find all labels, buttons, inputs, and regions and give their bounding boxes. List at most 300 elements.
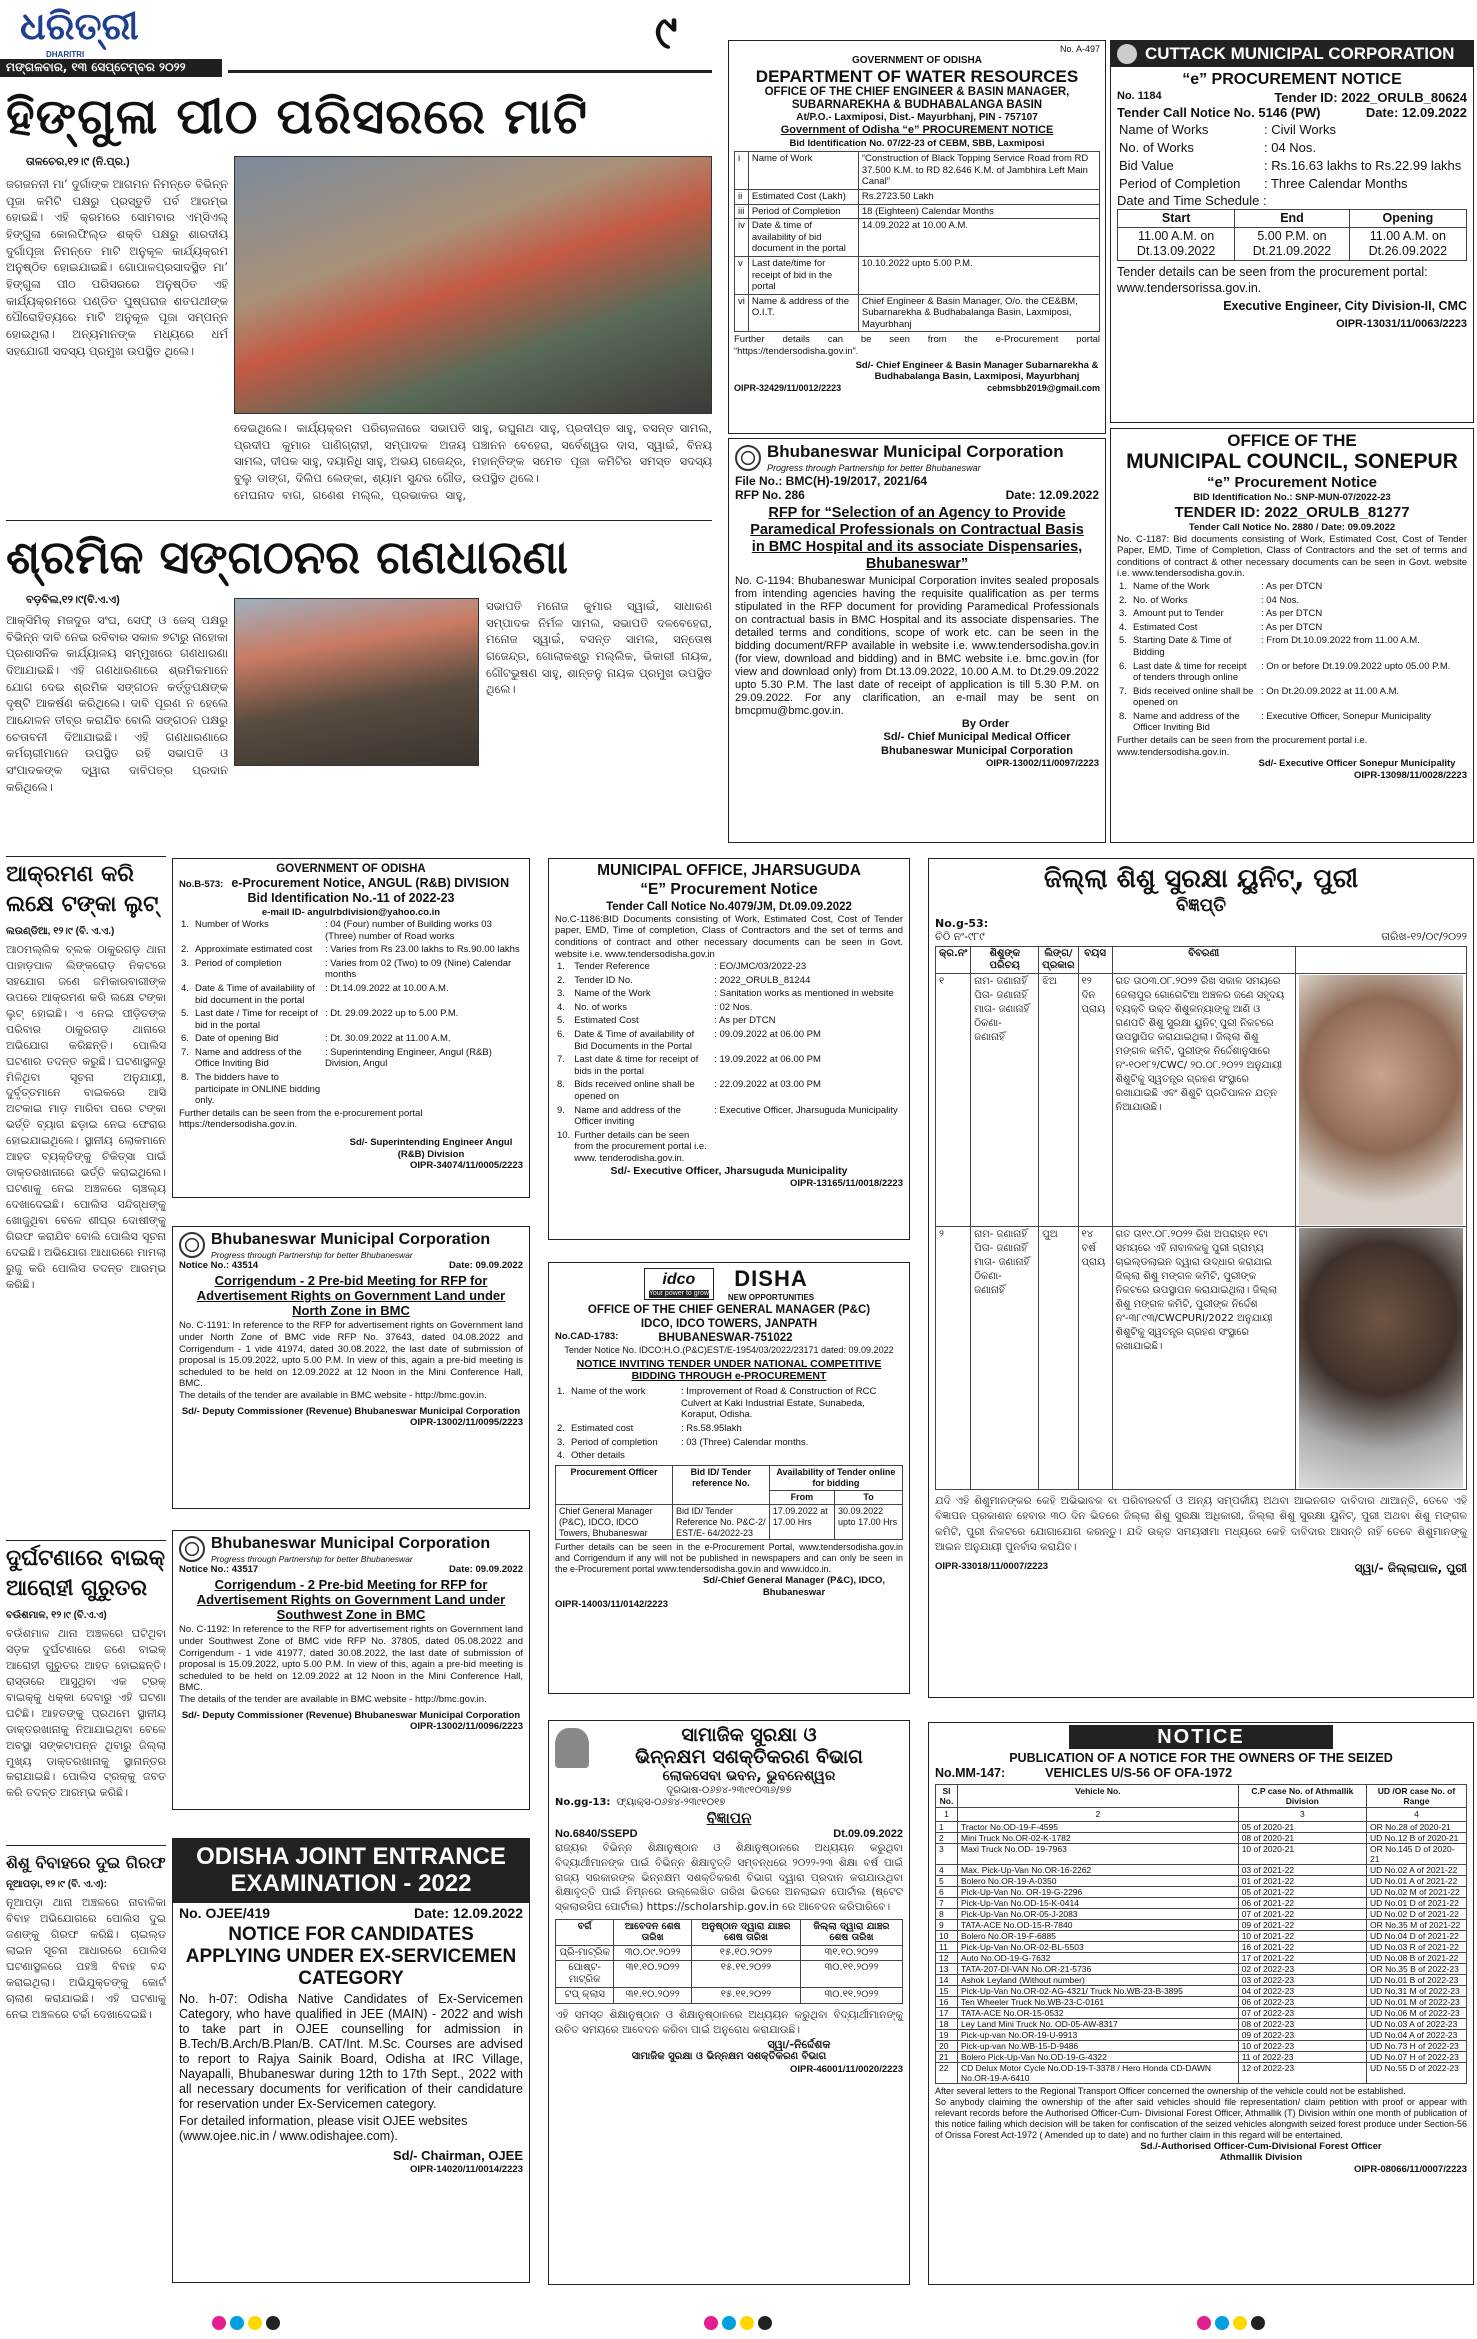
table-cell (679, 1449, 903, 1463)
registration-marks (0, 2315, 1477, 2335)
table-cell: 11.00 A.M. on Dt.26.09.2022 (1349, 227, 1466, 261)
table-cell: Tractor No.OD-19-F-4595 (958, 1821, 1239, 1832)
table-row (179, 982, 523, 1007)
ad-notice-no: Tender Notice No. IDCO:H.O.(P&C)EST/E-1954/03/2022/23171 dated: 09.09.2022 (564, 1344, 894, 1355)
table-cell: ୧୫.୧୦.୨୦୨୨ (692, 1945, 801, 1960)
table-cell: UD No.02 D of 2021-22 (1366, 1908, 1466, 1919)
ad-table (734, 151, 1100, 332)
table-row (735, 294, 1100, 332)
table-cell: : Rs.16.63 lakhs to Rs.22.99 lakhs (1264, 157, 1462, 173)
ad-fax: ଫ୍ୟାକ୍ସ-୦୬୭୪-୨୩୯୧୦୧୭ (616, 1797, 726, 1809)
table-cell: 8. (557, 1079, 565, 1091)
table-row (1117, 157, 1467, 175)
table-cell: : 09.09.2022 at 06.00 PM (714, 1029, 821, 1041)
table-header: Start (1118, 209, 1235, 227)
ad-subtitle: “E” Procurement Notice (640, 880, 818, 898)
table-cell: Amount put to Tender (1133, 608, 1224, 620)
table-cell: 1. (181, 919, 189, 931)
table-row (936, 1996, 1467, 2007)
table-cell: Date & Time of availability of bid document in the portal (195, 982, 315, 1006)
ad-bmc-southwest (172, 1530, 530, 1810)
story-photo (234, 156, 712, 414)
table-cell: 2 (958, 1808, 1239, 1821)
table-cell: Auto No.OD-19-G-7632 (958, 1952, 1239, 1963)
table-row (735, 152, 1100, 190)
bmc-logo-icon (735, 445, 761, 471)
table-cell: Name and address of the Office Inviting Bid (195, 1046, 302, 1070)
table-cell: ୧୫.୧୧.୨୦୨୨ (692, 1960, 801, 1987)
table-row (556, 1960, 903, 1987)
ad-body: No. C-1187: Bid documents consisting of Work, Estimated Cost, Cost of Tender Paper, EMD, Time of Completion, Class of Contractors and the set of terms and conditions of contract & other necessary documents can be seen in Govt. website i.e. www.tendersodisha.gov.in. (1117, 533, 1467, 580)
table-cell: : On or before Dt.19.09.2022 upto 05.00 P.M. (1261, 660, 1451, 672)
ad-tagline: Progress through Partnership for better Bhubaneswar (767, 462, 981, 473)
table-cell: ପୋଷ୍ଟ-ମାଟ୍ରିକ (556, 1960, 614, 1987)
table-cell: ଗତ ତା୧୯.୦୮.୨୦୨୨ ରିଖ ଅପରାହ୍ନ ୧ଟା ସମୟରେ ଏହି ନାବାଳକକୁ ପୁରୀ ଗ୍ରାମ୍ୟ ଚାଇଲ୍ଡଲାଇନ ଦ୍ୱାରା ଉଦ୍ଧାର କରାଯାଇ ଜିଲ୍ଲା ଶିଶୁ ମଙ୍ଗଳ କମିଟି, ପୁରୀଙ୍କ ନିକଟରେ ଉପସ୍ଥାପନ କରାଯାଇଥିଲା। ଜିଲ୍ଲା ଶିଶୁ ମଙ୍ଗଳ କମିଟି, ପୁରୀଙ୍କ ନିର୍ଦ୍ଦେଶ ନଂ-୩୮୯୩/CWCPURI/2022 ଅନୁଯାୟୀ ଶିଶୁଟିକୁ ସ୍ୱତନ୍ତ୍ର ଗ୍ରହଣ ସଂସ୍ଥାରେ ରଖାଯାଇଛି। (1112, 1227, 1295, 1490)
table-cell: 01 of 2021-22 (1238, 1875, 1366, 1886)
table-cell: iii (735, 204, 749, 219)
table-cell: No. of Works (1133, 594, 1188, 606)
ad-subtitle: “e” PROCUREMENT NOTICE (1182, 71, 1402, 88)
ad-body: No. C-1191: In reference to the RFP for advertisement rights on Government land under North Zone of BMC vide RFP No. 37643, dated 04.08.2022 and Corrigendum - 1 vide 41974, dated 30.08.2022, the last date of submission of proposal is 15.09.2022, upto 5.00 P.M. In view of this, again a pre-bid meeting is scheduled to be held on 12.09.2022 at 12 Noon in the Mini Conference Hall, BMC. The details of the tender are available in BMC website - http://bmc.gov.in. (179, 1320, 523, 1401)
table-cell: UD No.01 D of 2021-22 (1366, 1897, 1466, 1908)
table-row (555, 987, 903, 1001)
ad-kv-table (179, 918, 523, 1108)
table-cell: Pick-Up-Van No.OR-02-AG-4321/ Truck No.WB-23-B-3895 (958, 1985, 1239, 1996)
table-cell: Max. Pick-Up-Van No.OR-16-2262 (958, 1864, 1239, 1875)
ad-title: RFP for “Selection of an Agency to Provide Paramedical Professionals on Contractual Basis in BMC Hospital and its associate Dispensaries, Bhubaneswar” (750, 504, 1084, 572)
table-header: ଜିଲ୍ଲା ଦ୍ୱାରା ଯାଞ୍ଚର ଶେଷ ତାରିଖ (800, 1919, 902, 1945)
table-cell: 16 (936, 1996, 958, 2007)
table-cell: Date & time of availability of bid document in the portal (748, 219, 858, 257)
ad-date: Date: 12.09.2022 (1005, 488, 1099, 503)
table-row (936, 2062, 1467, 2083)
story-column: ସାହୁ, ରଘୁନାଥ ସାହୁ, ପ୍ରଦୀପ୍ତ ସାହୁ, ବସନ୍ତ ସାମଲ, ପଞ୍ଚାନନ ବେହେରା, ସର୍ବେଶ୍ୱର ଦାସ, ସ୍ୱାଇଁ, ବିନୟ ମହାନ୍ତିଙ୍କ ସମେତ ପୂଜା କମିଟିର ସମସ୍ତ ସଦସ୍ୟ ଉପସ୍ଥିତ ଥିଲେ। (472, 421, 712, 486)
ad-office: BHUBANESWAR-751022 (658, 1331, 793, 1344)
table-cell: 30.09.2022 upto 17.00 Hrs (835, 1504, 903, 1540)
table-cell: Last date & time for receipt of tenders through online (1133, 660, 1247, 684)
oipr: OIPR-13098/11/0028/2223 (1353, 769, 1467, 781)
table-row (936, 1897, 1467, 1908)
ad-number: No.B-573: (179, 879, 224, 891)
table-cell: Name & address of the O.I.T. (748, 294, 858, 332)
table-row (555, 1053, 903, 1078)
table-header: UD /OR case No. of Range (1366, 1784, 1466, 1808)
table-cell: 06 of 2022-23 (1238, 1996, 1366, 2007)
ad-tender: Tender ID: 2022_ORULB_80624 (1274, 89, 1467, 105)
table-cell: Pick-Up-Van No. OR-19-G-2296 (958, 1886, 1239, 1897)
masthead-sub: DHARITRI (46, 50, 85, 59)
table-row (1117, 710, 1467, 735)
table-cell: ୧୫.୧୧.୨୦୨୨ (692, 1988, 801, 2003)
table-header (1296, 946, 1467, 973)
table-cell: 2. (557, 1422, 565, 1434)
ad-date: Dt.09.09.2022 (833, 1827, 903, 1840)
table-cell: Period of Completion (748, 204, 858, 219)
ad-footer: Tender details can be seen from the procurement portal: www.tendersorissa.gov.in. (1117, 265, 1428, 295)
divider (6, 1845, 166, 1846)
ad-org: Bhubaneswar Municipal Corporation (767, 442, 1064, 461)
table-cell: OR No.28 of 2020-21 (1366, 1821, 1466, 1832)
table-row (556, 1945, 903, 1960)
logo-text: ଧରିତ୍ରୀ (20, 4, 139, 48)
ad-idco (548, 1262, 910, 1694)
table-cell: 7. (1119, 685, 1127, 697)
table-cell: Estimated Cost (1133, 621, 1198, 633)
odisha-logo (728, 1266, 814, 1303)
ad-table (935, 946, 1467, 1490)
table-row (179, 1046, 523, 1071)
ad-by: By Order (961, 717, 1009, 730)
headline: ଆକ୍ରମଣ କରି ଲକ୍ଷେ ଟଙ୍କା ଲୁଟ୍ (6, 862, 159, 917)
idco-logo-text: idco (662, 1271, 696, 1289)
table-cell (323, 1071, 523, 1108)
oipr: OIPR-34074/11/0005/2223 (409, 1160, 523, 1172)
ad-date: Date: 12.09.2022 (414, 1905, 523, 1921)
ad-sign: ସ୍ୱା/-ନିର୍ଦ୍ଦେଶକ (767, 2037, 831, 2051)
table-cell: UD No.04 D of 2021-22 (1366, 1930, 1466, 1941)
table-cell: CD Delux Motor Cycle No.OD-19-T-3378 / Hero Honda CD-DAWN No.OR-19-A-6410 (958, 2062, 1239, 2083)
table-cell: 03 of 2021-22 (1238, 1864, 1366, 1875)
ad-notice-no: Notice No.: 43517 (179, 1563, 259, 1575)
table-row (936, 1843, 1467, 1864)
color-marks (702, 2316, 774, 2334)
ad-schedule-table (1117, 209, 1467, 262)
table-cell: 18 (Eighteen) Calendar Months (858, 204, 1099, 219)
ad-ref: No.CAD-1783: (555, 1330, 619, 1342)
table-row (1117, 685, 1467, 710)
ad-date: Date: 09.09.2022 (449, 1259, 523, 1271)
ad-subtitle: “e” Procurement Notice (1206, 474, 1378, 491)
table-row (555, 1104, 903, 1129)
table-cell: UD No.02 A of 2021-22 (1366, 1864, 1466, 1875)
ad-heading: NOTICE FOR CANDIDATES APPLYING UNDER EX-SERVICEMEN CATEGORY (185, 1924, 517, 1990)
table-row (936, 2018, 1467, 2029)
table-cell: ୨ (936, 1227, 971, 1490)
table-cell: Name of the Work (574, 988, 651, 1000)
table-cell: UD No.04 A of 2022-23 (1366, 2029, 1466, 2040)
table-header: ଶିଶୁଙ୍କ ପରିଚୟ (971, 946, 1039, 973)
table-row (936, 1808, 1467, 1821)
ad-child-protection (928, 858, 1474, 1698)
ad-footer: ଯଦି ଏହି ଶିଶୁମାନଙ୍କର କେହି ଅଭିଭାବକ ବା ପରିବାରବର୍ଗ ଓ ଅନ୍ୟ ସମ୍ପର୍କୀୟ ଅଥବା ଆଇନଗତ ଦାବିଦାର ଥାଆନ୍ତି, ତେବେ ଏହି ବିଜ୍ଞାପନ ପ୍ରକାଶନ ହେବାର ୩୦ ଦିନ ଭିତରେ ଜିଲ୍ଲା ଶିଶୁ ସୁରକ୍ଷା ଅଧିକାରୀ, ଜିଲ୍ଲା ଶିଶୁ ସୁରକ୍ଷା ୟୁନିଟ୍, ପୁରୀ ଅଥବା ଶିଶୁ ମଙ୍ଗଳ କମିଟି, ପୁରୀ ନିକଟରେ ଯୋଗାଯୋଗ କରନ୍ତୁ। ଯଦି ଉକ୍ତ ସମୟସୀମା ମଧ୍ୟରେ କେହି ଦାବିଦାର ଆସନ୍ତି ନାହିଁ ତେବେ ଶିଶୁମାନଙ୍କୁ ଆଇନ ଅନୁଯାୟୀ ପୁନର୍ବାସ କରାଯିବ। (935, 1495, 1467, 1553)
table-cell: UD No.03 R of 2021-22 (1366, 1941, 1466, 1952)
table-cell: Estimated Cost (Lakh) (748, 190, 858, 205)
table-cell: 21 (936, 2051, 958, 2062)
page-number: ୯ (654, 5, 678, 59)
table-cell: 1. (557, 1386, 565, 1398)
oipr: OIPR-32429/11/0012/2223 (734, 382, 842, 393)
table-cell: 1 (936, 1821, 958, 1832)
table-cell: Name of the Work (1133, 581, 1210, 593)
table-row (555, 1001, 903, 1015)
table-row (555, 1385, 903, 1422)
ad-tender: TENDER ID: 2022_ORULB_81277 (1174, 503, 1410, 521)
table-row (555, 1014, 903, 1028)
table-header: ଅନୁଷ୍ଠାନ ଦ୍ୱାରା ଯାଞ୍ଚର ଶେଷ ତାରିଖ (692, 1919, 801, 1945)
dateline: ଲଉଣ୍ଡିଆ, ୧୨।୯ (ବି. ଏ.ଏ.) (6, 926, 115, 937)
ad-sign: Sd/- Executive Officer, Jharsuguda Municipality (610, 1165, 848, 1178)
table-row (555, 1449, 903, 1463)
table-cell: v (735, 256, 749, 294)
table-cell: 17 (936, 2007, 958, 2018)
table-cell: Name of Works (1119, 122, 1209, 138)
table-row (1117, 607, 1467, 621)
table-cell: Name and address of the Officer Inviting Bid (1133, 710, 1240, 734)
odisha-logo-text: DISHA (734, 1266, 808, 1291)
table-cell: ୩୦.୧୧.୨୦୨୨ (800, 1988, 902, 2003)
table-cell: OR No.145 D of 2020-21 (1366, 1843, 1466, 1864)
table-cell: Rs.2723.50 Lakh (858, 190, 1099, 205)
oipr: OIPR-14003/11/0142/2223 (555, 1598, 669, 1610)
table-cell: Bids received online shall be opened on (574, 1079, 695, 1102)
story-body: ଆଠମଲ୍ଲିକ ବ୍ଲକ ଠାକୁରଗଡ଼ ଥାନା ପାହାଡ଼ପାଳ ଲିଙ୍କରୋଡ଼ ନିକଟରେ ସହଯୋଗ ଜଣେ ଜମିକାରବାରୀଙ୍କ ଉପରେ ଆକ୍ରମଣ କରି ଲକ୍ଷେ ଟଙ୍କା ଲୁଟ୍ ହୋଇଛି। ଏ ନେଇ ପୀଡ଼ିତଙ୍କ ପରିବାର ଠାକୁରଗଡ଼ ଥାନାରେ ଅଭିଯୋଗ କରିଛନ୍ତି। ପୋଲିସ ଘଟଣାର ତଦନ୍ତ କରୁଛି। ଘଟଣାସ୍ଥଳରୁ ମିଳିଥିବା ସୂଚନା ଅନୁଯାୟୀ, ଦୁର୍ବୃତ୍ତମାନେ ବାଇକରେ ଆସି ଅଟକାଇ ମାଡ଼ ମାରିବା ପରେ ଟଙ୍କା ଭର୍ତ୍ତି ବ୍ୟାଗ ଛଡ଼ାଇ ନେଇ ଫେରାର ହୋଇଯାଇଥିଲେ। ସ୍ଥାନୀୟ ଲୋକମାନେ ଆହତ ବ୍ୟକ୍ତିଙ୍କୁ ଚିକିତ୍ସା ପାଇଁ ଡାକ୍ତରଖାନାରେ ଭର୍ତ୍ତି କରାଇଥିଲେ। ଘଟଣାକୁ ନେଇ ଅଞ୍ଚଳରେ ଚାଞ୍ଚଲ୍ୟ ଦେଖାଦେଇଛି। ପୋଲିସ ସନ୍ଦିଗ୍ଧଙ୍କୁ ଖୋଜୁଥିବା ବେଳେ ଶୀଘ୍ର ଦୋଷୀଙ୍କୁ ଗିରଫ କରାଯିବ ବୋଲି ପୋଲିସ ସୂଚନା ଦେଇଛି। ଅଭିଯୋଗ ଆଧାରରେ ମାମଲା ରୁଜୁ କରି ପୋଲିସ ତଦନ୍ତ ଆରମ୍ଭ କରିଛି। (6, 943, 166, 1291)
oipr: OIPR-13002/11/0096/2223 (409, 1721, 523, 1733)
masthead-logo (20, 2, 220, 50)
table-cell: Mini Truck No.OR-02-K-1782 (958, 1832, 1239, 1843)
ad-number: No. OJEE/419 (179, 1905, 271, 1921)
table-row (555, 1028, 903, 1053)
table-row (1117, 660, 1467, 685)
table-cell: 1 (936, 1808, 958, 1821)
table-cell: 2 (936, 1832, 958, 1843)
table-cell: : 04 Nos. (1261, 594, 1300, 606)
table-cell: ନାମ- ଜଣାନାହିଁ ପିତା- ଜଣାନାହିଁ ମାତା- ଜଣାନାହିଁ ଠିକଣା- ଜଣାନାହିଁ (971, 974, 1039, 1227)
table-row (556, 1465, 903, 1490)
table-cell: 3. (557, 1436, 565, 1448)
table-row (936, 1886, 1467, 1897)
table-cell: 05 of 2020-21 (1238, 1821, 1366, 1832)
ad-call: Tender Call Notice No.4079/JM, Dt.09.09.2022 (606, 900, 852, 913)
table-cell: Last date / Time for receipt of bid in the portal (195, 1008, 319, 1031)
table-row (936, 1930, 1467, 1941)
table-cell: Pick-up-van No.OR-19-U-9913 (958, 2029, 1239, 2040)
divider (6, 520, 712, 521)
table-cell: 14.09.2022 at 10.00 A.M. (858, 219, 1099, 257)
table-cell: Name of the work (571, 1386, 646, 1398)
table-cell: ୧ (936, 974, 971, 1227)
table-cell: UD No.12 B of 2020-21 (1366, 1832, 1466, 1843)
table-cell: ନାମ- ଜଣାନାହିଁ ପିତା- ଜଣାନାହିଁ ମାତା- ଜଣାନାହିଁ ଠିକଣା- ଜଣାନାହିଁ (971, 1227, 1039, 1490)
table-row (936, 1864, 1467, 1875)
ad-footer: Further details can be seen from the e-procurement portal https://tendersodisha.gov.in. (179, 1107, 423, 1131)
dateline: ତାଳଚେର,୧୨।୯ (ନି.ପ୍ର.) (26, 156, 130, 168)
table-cell: 11 (936, 1941, 958, 1952)
table-cell: : Dt. 30.09.2022 at 11.00 A.M. (325, 1033, 451, 1045)
ad-kv-table (555, 960, 903, 1165)
ad-office: OFFICE OF THE CHIEF GENERAL MANAGER (P&C) (587, 1303, 871, 1316)
table-cell: UD No.01 M of 2022-23 (1366, 1996, 1466, 2007)
oipr: OIPR-14020/11/0014/2223 (409, 2163, 523, 2175)
ad-notice-no: Notice No.: 43514 (179, 1259, 259, 1271)
table-cell: Bolero No.OR-19-F-6885 (958, 1930, 1239, 1941)
table-cell: 3 (936, 1843, 958, 1864)
table-cell: ଗତ ତା୦୩.୦୮.୨୦୨୨ ରିଖ ସକାଳ ସମୟରେ ଜେଲାପୁର ଗୋଗେଟିଆ ଅଞ୍ଚଳର ଜଣେ ସହୃଦୟ ବ୍ୟକ୍ତି ଉକ୍ତ ଶିଶୁକନ୍ୟାଙ୍କୁ ଆଣି ଓ ଗଣପତି ଶିଶୁ ସୁରକ୍ଷା ୟୁନିଟ୍ ପୁରୀ ନିକଟରେ ଉପସ୍ଥାପିତ କରାଯାଇଥିଲା। ଜିଲ୍ଲା ଶିଶୁ ମଙ୍ଗଳ କମିଟି, ପୁରୀଙ୍କ ନିର୍ଦ୍ଦେଶାନୁସାରେ ନଂ-୧୦୧୮୨/CWC/ ୨୦.୦୮.୨୦୨୨ ଅନୁଯାୟୀ ଶିଶୁଟିକୁ ସ୍ୱତନ୍ତ୍ର ଗ୍ରହଣ ସଂସ୍ଥାରେ ରଖାଯାଇଛି ଏବଂ ଶିଶୁଟି ପ୍ରତିପାଳନ ଯତ୍ନ ନିଆଯାଉଛି। (1112, 974, 1295, 1227)
table-row (1117, 175, 1467, 193)
table-cell: 8. (1119, 710, 1127, 722)
table-header: Vehicle No. (958, 1784, 1239, 1808)
odisha-logo-sub: NEW OPPORTUNITIES (727, 1292, 815, 1302)
ad-number: No.6840/SSEPD (555, 1827, 638, 1840)
ad-water-resources (728, 40, 1106, 434)
table-cell: 11.00 A.M. on Dt.13.09.2022 (1118, 227, 1235, 261)
ad-cuttack (1110, 40, 1474, 423)
table-cell: 1. (1119, 581, 1127, 593)
idco-logo (644, 1268, 714, 1300)
table-cell: ୩୦.୧୧.୨୦୨୨ (800, 1960, 902, 1987)
ad-office: IDCO, IDCO TOWERS, JANPATH (640, 1317, 818, 1330)
table-cell: 07 of 2021-22 (1238, 1908, 1366, 1919)
table-cell: 3. (557, 988, 565, 1000)
oipr: OIPR-33018/11/0007/2223 (935, 1561, 1049, 1573)
ad-heading: PUBLICATION OF A NOTICE FOR THE OWNERS OF THE SEIZED (1009, 1751, 1393, 1765)
table-cell: TATA-ACE No.OR-15-0532 (958, 2007, 1239, 2018)
table-cell: Period of completion (571, 1436, 658, 1448)
table-cell: 03 of 2022-23 (1238, 1974, 1366, 1985)
table-header: Bid ID/ Tender reference No. (672, 1465, 769, 1504)
table-cell: 2. (1119, 594, 1127, 606)
headline: ଶିଶୁ ବିବାହରେ ଦୁଇ ଗିରଫ (6, 1853, 166, 1872)
table-cell: Other details (571, 1450, 625, 1462)
ad-dept: DEPARTMENT OF WATER RESOURCES (755, 67, 1079, 87)
ad-title: Government of Odisha “e” PROCUREMENT NOTICE (780, 124, 1054, 137)
table-cell: ii (735, 190, 749, 205)
ad-more: For detailed information, please visit OJEE websites (www.ojee.nic.in / www.odishajee.com). (179, 2114, 468, 2144)
ad-title: ODISHA JOINT ENTRANCE EXAMINATION - 2022 (173, 1839, 529, 1903)
table-cell: Further details can be seen from the procurement portal i.e. www. tenderodisha.gov.in. (574, 1129, 707, 1164)
oipr: OIPR-13165/11/0018/2223 (789, 1178, 903, 1190)
ad-org: Bhubaneswar Municipal Corporation (211, 1535, 491, 1552)
table-row (1117, 121, 1467, 139)
ad-number: No.g-53: (935, 916, 989, 930)
table-cell: ଟପ୍ କ୍ଲାସ (556, 1988, 614, 2003)
table-cell: 09 of 2021-22 (1238, 1919, 1366, 1930)
table-row (936, 1963, 1467, 1974)
table-cell: Bids received online shall be opened on (1133, 685, 1254, 709)
table-row (1118, 209, 1467, 227)
table-row (179, 918, 523, 943)
table-row (555, 1436, 903, 1450)
table-cell: 10. (557, 1129, 571, 1141)
table-cell: Period of Completion (1119, 175, 1241, 191)
table-cell: Maxi Truck No.OD- 19-7963 (958, 1843, 1239, 1864)
table-cell: : From Dt.10.09.2022 from 11.00 A.M. (1261, 635, 1420, 647)
story-robbery (6, 856, 166, 1536)
ad-body: ରାଜ୍ୟର ବିଭିନ୍ନ ଶିକ୍ଷାନୁଷ୍ଠାନ ଓ ଶିକ୍ଷାନୁଷ୍ଠାନରେ ଅଧ୍ୟୟନ କରୁଥିବା ବିଦ୍ୟାର୍ଥୀମାନଙ୍କ ପାଇଁ ବିଭିନ୍ନ ଶିକ୍ଷାବୃତ୍ତି ସମ୍ବନ୍ଧରେ ୨୦୨୨-୨୩ ଶିକ୍ଷା ବର୍ଷ ପାଇଁ ରାଜ୍ୟ ସରକାରଙ୍କ ଭିନ୍ନକ୍ଷମ ସଶକ୍ତିକରଣ ବିଭାଗ ଦ୍ୱାରା ପ୍ରଦାନ କରାଯାଉଥିବା ଶିକ୍ଷାବୃତ୍ତି ପାଇଁ ନିମ୍ନରେ ଉଲ୍ଲେଖିତ ତାରିଖ ଭିତରେ ଅନଲାଇନ ପୋର୍ଟାଲ (ଷ୍ଟେଟ ସ୍କଲାରସିପ ପୋର୍ଟାଲ) https://scholarship.gov.in ରେ ଆବେଦନ କରିପାରିବେ। (555, 1842, 903, 1913)
ad-footer: ଏହି ସମସ୍ତ ଶିକ୍ଷାନୁଷ୍ଠାନ ଓ ଶିକ୍ଷାନୁଷ୍ଠାନରେ ଅଧ୍ୟୟନ କରୁଥିବା ବିଦ୍ୟାର୍ଥୀମାନଙ୍କୁ ଉଚିତ ସମୟରେ ଆବେଦନ କରିବା ପାଇଁ ଅନୁରୋଧ କରାଯାଉଛି। (555, 2008, 903, 2036)
table-cell: : Civil Works (1264, 122, 1336, 138)
table-cell: No. of works (574, 1001, 628, 1013)
ad-table (935, 1784, 1467, 2084)
table-cell: : Improvement of Road & Construction of RCC Culvert at Kaki Industrial Estate, Sunabeda, Koraput, Odisha. (681, 1386, 877, 1421)
table-cell: Pick-up-van No.WB-15-D-9486 (958, 2040, 1239, 2051)
table-row (556, 1919, 903, 1945)
table-row (936, 1227, 1467, 1490)
headline: ହିଙ୍ଗୁଳା ପୀଠ ପରିସରରେ ମାଟି (6, 88, 588, 145)
table-cell: 06 of 2021-22 (1238, 1897, 1366, 1908)
table-row (555, 1129, 903, 1166)
table-row (735, 256, 1100, 294)
ad-email: e-mail ID- angulrbdivision@yahoo.co.in (261, 906, 441, 918)
story-hinghula (6, 84, 712, 514)
table-cell: The bidders have to participate in ONLINE bidding only. (195, 1072, 321, 1107)
table-row (179, 943, 523, 957)
table-cell: 5. (1119, 635, 1127, 647)
ad-body: No.C-1186:BID Documents consisting of Work, Estimated Cost, Cost of Tender paper, EMD, Time of completion, Class of Contractors and the set of terms and conditions of contract and other necessary documents can be seen in Govt. website i.e. www.tendersodisha.gov.in (555, 913, 903, 960)
table-cell: : 22.09.2022 at 03.00 PM (714, 1079, 821, 1091)
table-header: ବିବରଣୀ (1112, 946, 1295, 973)
ad-schedule-label: Date and Time Schedule : (1117, 192, 1267, 208)
table-cell: Tender ID No. (574, 974, 633, 986)
table-cell: ୩୧.୧୦.୨୦୨୨ (800, 1945, 902, 1960)
table-cell: : 03 (Three) Calendar months. (681, 1436, 809, 1448)
table-cell: Pick-Up-Van No.OR-05-J-2083 (958, 1908, 1239, 1919)
table-cell: Number of Works (195, 919, 269, 931)
table-cell: 10 of 2020-21 (1238, 1843, 1366, 1864)
table-cell: Estimated cost (571, 1422, 634, 1434)
ad-sign: Sd/- Chief Engineer & Basin Manager Subarnarekha & Budhabalanga Basin, Laxmiposi, Mayurbhanj (855, 359, 1099, 383)
table-cell: i (735, 152, 749, 190)
ad-title: CUTTACK MUNICIPAL CORPORATION (1145, 43, 1455, 63)
ad-bmc-north (172, 1226, 530, 1509)
ad-ref: No.gg-13: (555, 1797, 611, 1809)
table-row (1117, 634, 1467, 659)
ad-title: Corrigendum - 2 Pre-bid Meeting for RFP for Advertisement Rights on Government Land under Southwest Zone in BMC (196, 1577, 506, 1623)
ad-sign: Sd/- Superintending Engineer Angul (R&B) Division (349, 1136, 513, 1160)
ad-title: MUNICIPAL OFFICE, JHARSUGUDA (597, 862, 861, 879)
oipr: OIPR-46001/11/0020/2223 (789, 2063, 903, 2075)
child-photo (1299, 975, 1463, 1225)
table-row (936, 1908, 1467, 1919)
table-cell: 4. (557, 1450, 565, 1462)
ad-rfp: RFP No. 286 (735, 488, 805, 503)
ad-ref: ଚିଠି ନଂ-୯୮୯ (935, 930, 985, 944)
ad-table (555, 1919, 903, 2004)
table-cell: 08 of 2020-21 (1238, 1832, 1366, 1843)
idco-logo-sub: Your power to grow (648, 1289, 709, 1297)
table-cell: 17.09.2022 at 17.00 Hrs (769, 1504, 834, 1540)
table-cell: 17 of 2021-22 (1238, 1952, 1366, 1963)
ad-heading: VEHICLES U/S-56 OF OFA-1972 (1045, 1766, 1233, 1781)
ad-title: OFFICE OF THE (1227, 431, 1357, 450)
table-cell: : 02 Nos. (714, 1001, 753, 1013)
table-cell: 6. (1119, 660, 1127, 672)
table-header: ଆବେଦନ ଶେଷ ତାରିଖ (614, 1919, 692, 1945)
table-row (1117, 139, 1467, 157)
ad-heading: NOTICE INVITING TENDER UNDER NATIONAL COMPETITIVE BIDDING THROUGH e-PROCUREMENT (576, 1357, 882, 1383)
table-cell: 13 (936, 1963, 958, 1974)
table-cell: UD No.01 A of 2021-22 (1366, 1875, 1466, 1886)
table-cell: : Superintending Engineer, Angul (R&B) Division, Angul (325, 1046, 492, 1070)
ad-sonepur (1110, 428, 1474, 843)
table-cell: : As per DTCN (1261, 581, 1323, 593)
table-cell: 7 (936, 1897, 958, 1908)
table-cell: Last date & time for receipt of bids in the portal (574, 1054, 699, 1077)
table-cell: 5. (557, 1015, 565, 1027)
table-cell: Pick-Up-Van No.OR-02-BL-5503 (958, 1941, 1239, 1952)
table-cell: 10.10.2022 upto 5.00 P.M. (858, 256, 1099, 294)
ad-sign: Sd/- Executive Officer Sonepur Municipality (1258, 758, 1456, 770)
table-cell: 20 (936, 2040, 958, 2051)
ad-subtitle: ବିଜ୍ଞାପନ (706, 1809, 752, 1828)
ad-date: Date: 12.09.2022 (1365, 105, 1467, 121)
table-cell: Chief General Manager (P&C), IDCO, IDCO Towers, Bhubaneswar (556, 1504, 673, 1540)
table-cell: 4 (1366, 1808, 1466, 1821)
table-cell: 10 of 2021-22 (1238, 1930, 1366, 1941)
table-cell: 5. (181, 1008, 189, 1020)
table-cell: Ten Wheeler Truck No.WB-23-C-0161 (958, 1996, 1239, 2007)
oipr: OIPR-13002/11/0097/2223 (985, 758, 1099, 770)
table-cell: 8. (181, 1072, 189, 1084)
